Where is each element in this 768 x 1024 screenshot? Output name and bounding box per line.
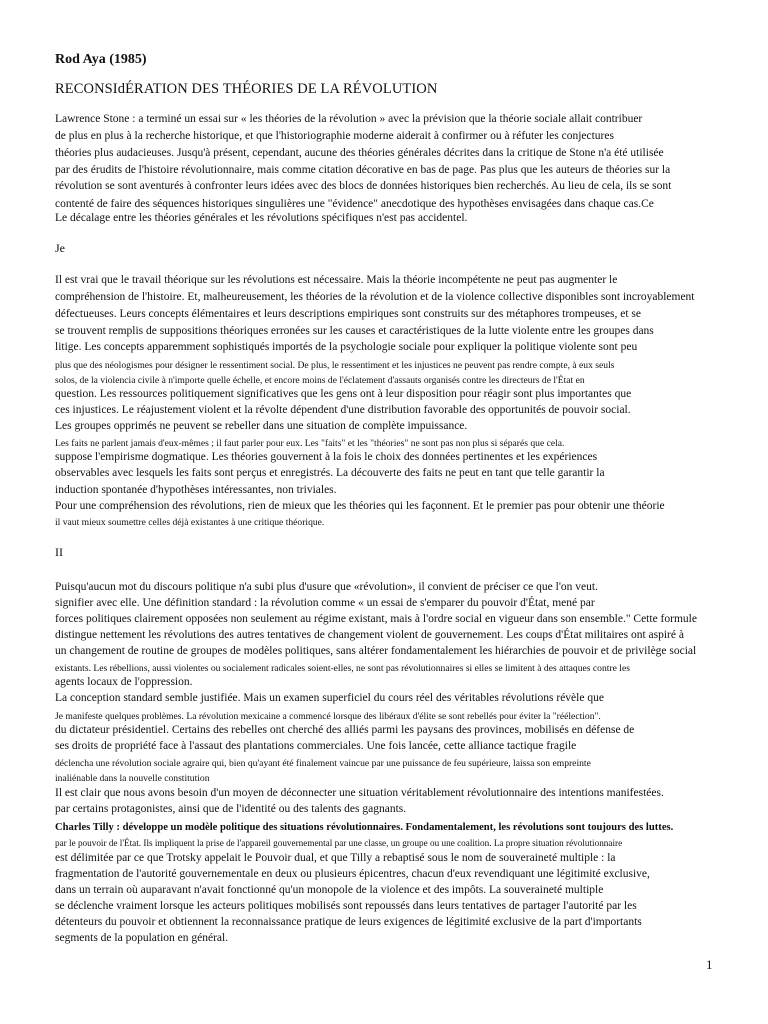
section1-line: litige. Les concepts apparemment sophistiqués importés de la psychologie sociale pour expliquer la politique violente sont peu xyxy=(55,341,638,353)
section-heading: II xyxy=(55,545,63,559)
intro-line: Le décalage entre les théories générales et les révolutions spécifiques n'est pas accidentel. xyxy=(55,212,468,224)
section1-line: induction spontanée d'hypothèses intéressantes, non triviales. xyxy=(55,484,337,496)
intro-line: par des érudits de l'histoire révolutionnaire, mais comme citation décorative en bas de page. Pas plus que les auteurs de théories sur la xyxy=(55,164,671,176)
section2-line: inaliénable dans la nouvelle constitution xyxy=(55,773,210,784)
document-title: RECONSIdÉRATION DES THÉORIES DE LA RÉVOLUTION xyxy=(55,81,438,97)
section1-line: Les faits ne parlent jamais d'eux-mêmes ; il faut parler pour eux. Les "faits" et les "théories" ne sont pas non plus si séparés que cela. xyxy=(55,438,565,449)
section2-line: Je manifeste quelques problèmes. La révolution mexicaine a commencé lorsque des libéraux d'élite se sont rebellés pour éviter la "réélection". xyxy=(55,711,601,722)
section1-line: compréhension de l'histoire. Et, malheureusement, les théories de la révolution et de la violence collective disponibles sont incroyablement xyxy=(55,291,695,303)
section2-line: distingue nettement les révolutions des autres tentatives de changement violent de gouvernement. Les coups d'État militaires ont aspiré à xyxy=(55,629,684,641)
section2-line: un changement de routine de groupes de modèles politiques, sans altérer fondamentalement les hiérarchies de pouvoir et de privilège social xyxy=(55,645,697,657)
intro-line: révolution se sont aventurés à confronter leurs idées avec des blocs de données historiques bien recherchés. Au lieu de cela, ils se sont xyxy=(55,180,672,192)
section2-line: dans un terrain où auparavant n'avait fonctionné qu'un monopole de la violence et des impôts. La souveraineté multiple xyxy=(55,884,604,896)
section1-line: plus que des néologismes pour désigner le ressentiment social. De plus, le ressentiment et les injustices ne peuvent pas rendre compte, à eux seuls xyxy=(55,360,615,371)
section1-line: ces injustices. Le réajustement violent et la révolte dépendent d'une distribution favorable des opportunités de pouvoir social. xyxy=(55,404,631,416)
section2-line: est délimitée par ce que Trotsky appelait le Pouvoir dual, et que Tilly a rebaptisé sous le nom de souveraineté multiple : la xyxy=(55,852,616,864)
section2-line: fragmentation de l'autorité gouvernementale en deux ou plusieurs épicentres, chacun d'eux revendiquant une légitimité exclusive, xyxy=(55,868,650,880)
section1-line: Les groupes opprimés ne peuvent se rebeller dans une situation de complète impuissance. xyxy=(55,420,468,432)
section2-line: existants. Les rébellions, aussi violentes ou socialement radicales soient-elles, ne sont pas révolutionnaires si elles se limitent à des attaques contre les xyxy=(55,663,630,674)
section-heading: Je xyxy=(55,241,65,255)
section2-line: par le pouvoir de l'État. Ils impliquent la prise de l'appareil gouvernemental par une classe, un groupe ou une coalition. La propre situation révolutionnaire xyxy=(55,838,623,848)
intro-line: contenté de faire des séquences historiques singulières une "évidence" anecdotique des hypothèses envisagées dans chaque cas.Ce xyxy=(55,198,654,210)
intro-line: Lawrence Stone : a terminé un essai sur « les théories de la révolution » avec la prévision que la théorie sociale allait contribuer xyxy=(55,113,643,125)
section2-line: forces politiques clairement opposées non seulement au régime existant, mais à l'ordre social en vigueur dans son ensemble." Cette formule xyxy=(55,613,697,625)
section2-line: La conception standard semble justifiée. Mais un examen superficiel du cours réel des véritables révolutions révèle que xyxy=(55,692,604,704)
section1-line: question. Les ressources politiquement significatives que les gens ont à leur disposition pour réagir sont plus importantes que xyxy=(55,388,632,400)
section1-line: se trouvent remplis de suppositions théoriques erronées sur les causes et caractéristiques de la lutte violente entre les groupes dans xyxy=(55,325,654,337)
section1-line: défectueuses. Leurs concepts élémentaires et leurs descriptions empiriques sont construits sur des métaphores trompeuses, et se xyxy=(55,308,642,320)
section2-line: se déclenche vraiment lorsque les acteurs politiques mobilisés sont repoussés dans leurs tentatives de partager l'autorité par les xyxy=(55,900,637,912)
author-heading: Rod Aya (1985) xyxy=(55,52,147,67)
section2-line: détenteurs du pouvoir et obtiennent la reconnaissance pratique de leurs exigences de légitimité exclusive de la part d'importants xyxy=(55,916,642,928)
section2-line: Il est clair que nous avons besoin d'un moyen de déconnecter une situation véritablement révolutionnaire des intentions manifestées. xyxy=(55,787,664,799)
section2-line: du dictateur présidentiel. Certains des rebelles ont cherché des alliés parmi les paysans des provinces, mobilisés en défense de xyxy=(55,724,635,736)
section2-line: Charles Tilly : développe un modèle politique des situations révolutionnaires. Fondamentalement, les révolutions sont toujours des luttes. xyxy=(55,822,674,833)
section2-line: agents locaux de l'oppression. xyxy=(55,676,193,688)
section1-line: il vaut mieux soumettre celles déjà existantes à une critique théorique. xyxy=(55,517,325,528)
section1-line: Pour une compréhension des révolutions, rien de mieux que les théories qui les façonnent. Et le premier pas pour obtenir une théorie xyxy=(55,500,665,512)
section1-line: suppose l'empirisme dogmatique. Les théories gouvernent à la fois le choix des données pertinentes et les expériences xyxy=(55,451,598,463)
section2-line: par certains protagonistes, ainsi que de l'identité ou des talents des gagnants. xyxy=(55,803,407,815)
section2-line: Puisqu'aucun mot du discours politique n'a subi plus d'usure que «révolution», il convient de préciser ce que l'on veut. xyxy=(55,581,598,593)
section2-line: ses droits de propriété face à l'assaut des plantations commerciales. Une fois lancée, cette alliance tactique fragile xyxy=(55,740,577,752)
section2-line: segments de la population en général. xyxy=(55,932,229,944)
section2-line: déclencha une révolution sociale agraire qui, bien qu'ayant été finalement vaincue par une puissance de feu supérieure, laissa son empreinte xyxy=(55,758,591,769)
section2-line: signifier avec elle. Une définition standard : la révolution comme « un essai de s'emparer du pouvoir d'État, mené par xyxy=(55,597,595,609)
intro-line: de plus en plus à la recherche historique, et que l'historiographie moderne aiderait à confirmer ou à réfuter les conjectures xyxy=(55,130,614,142)
section1-line: observables avec lesquels les faits sont perçus et enregistrés. La découverte des faits ne peut en tant que telle garantir la xyxy=(55,467,605,479)
section1-line: Il est vrai que le travail théorique sur les révolutions est nécessaire. Mais la théorie incompétente ne peut pas augmenter le xyxy=(55,274,618,286)
section1-line: solos, de la violencia civile à n'importe quelle échelle, et encore moins de l'éclatement d'assauts organisés contre les directeurs de l'État en xyxy=(55,375,585,386)
intro-line: théories plus audacieuses. Jusqu'à présent, cependant, aucune des théories générales décrites dans la critique de Stone n'a été utilisée xyxy=(55,147,664,159)
page-number: 1 xyxy=(706,957,713,972)
